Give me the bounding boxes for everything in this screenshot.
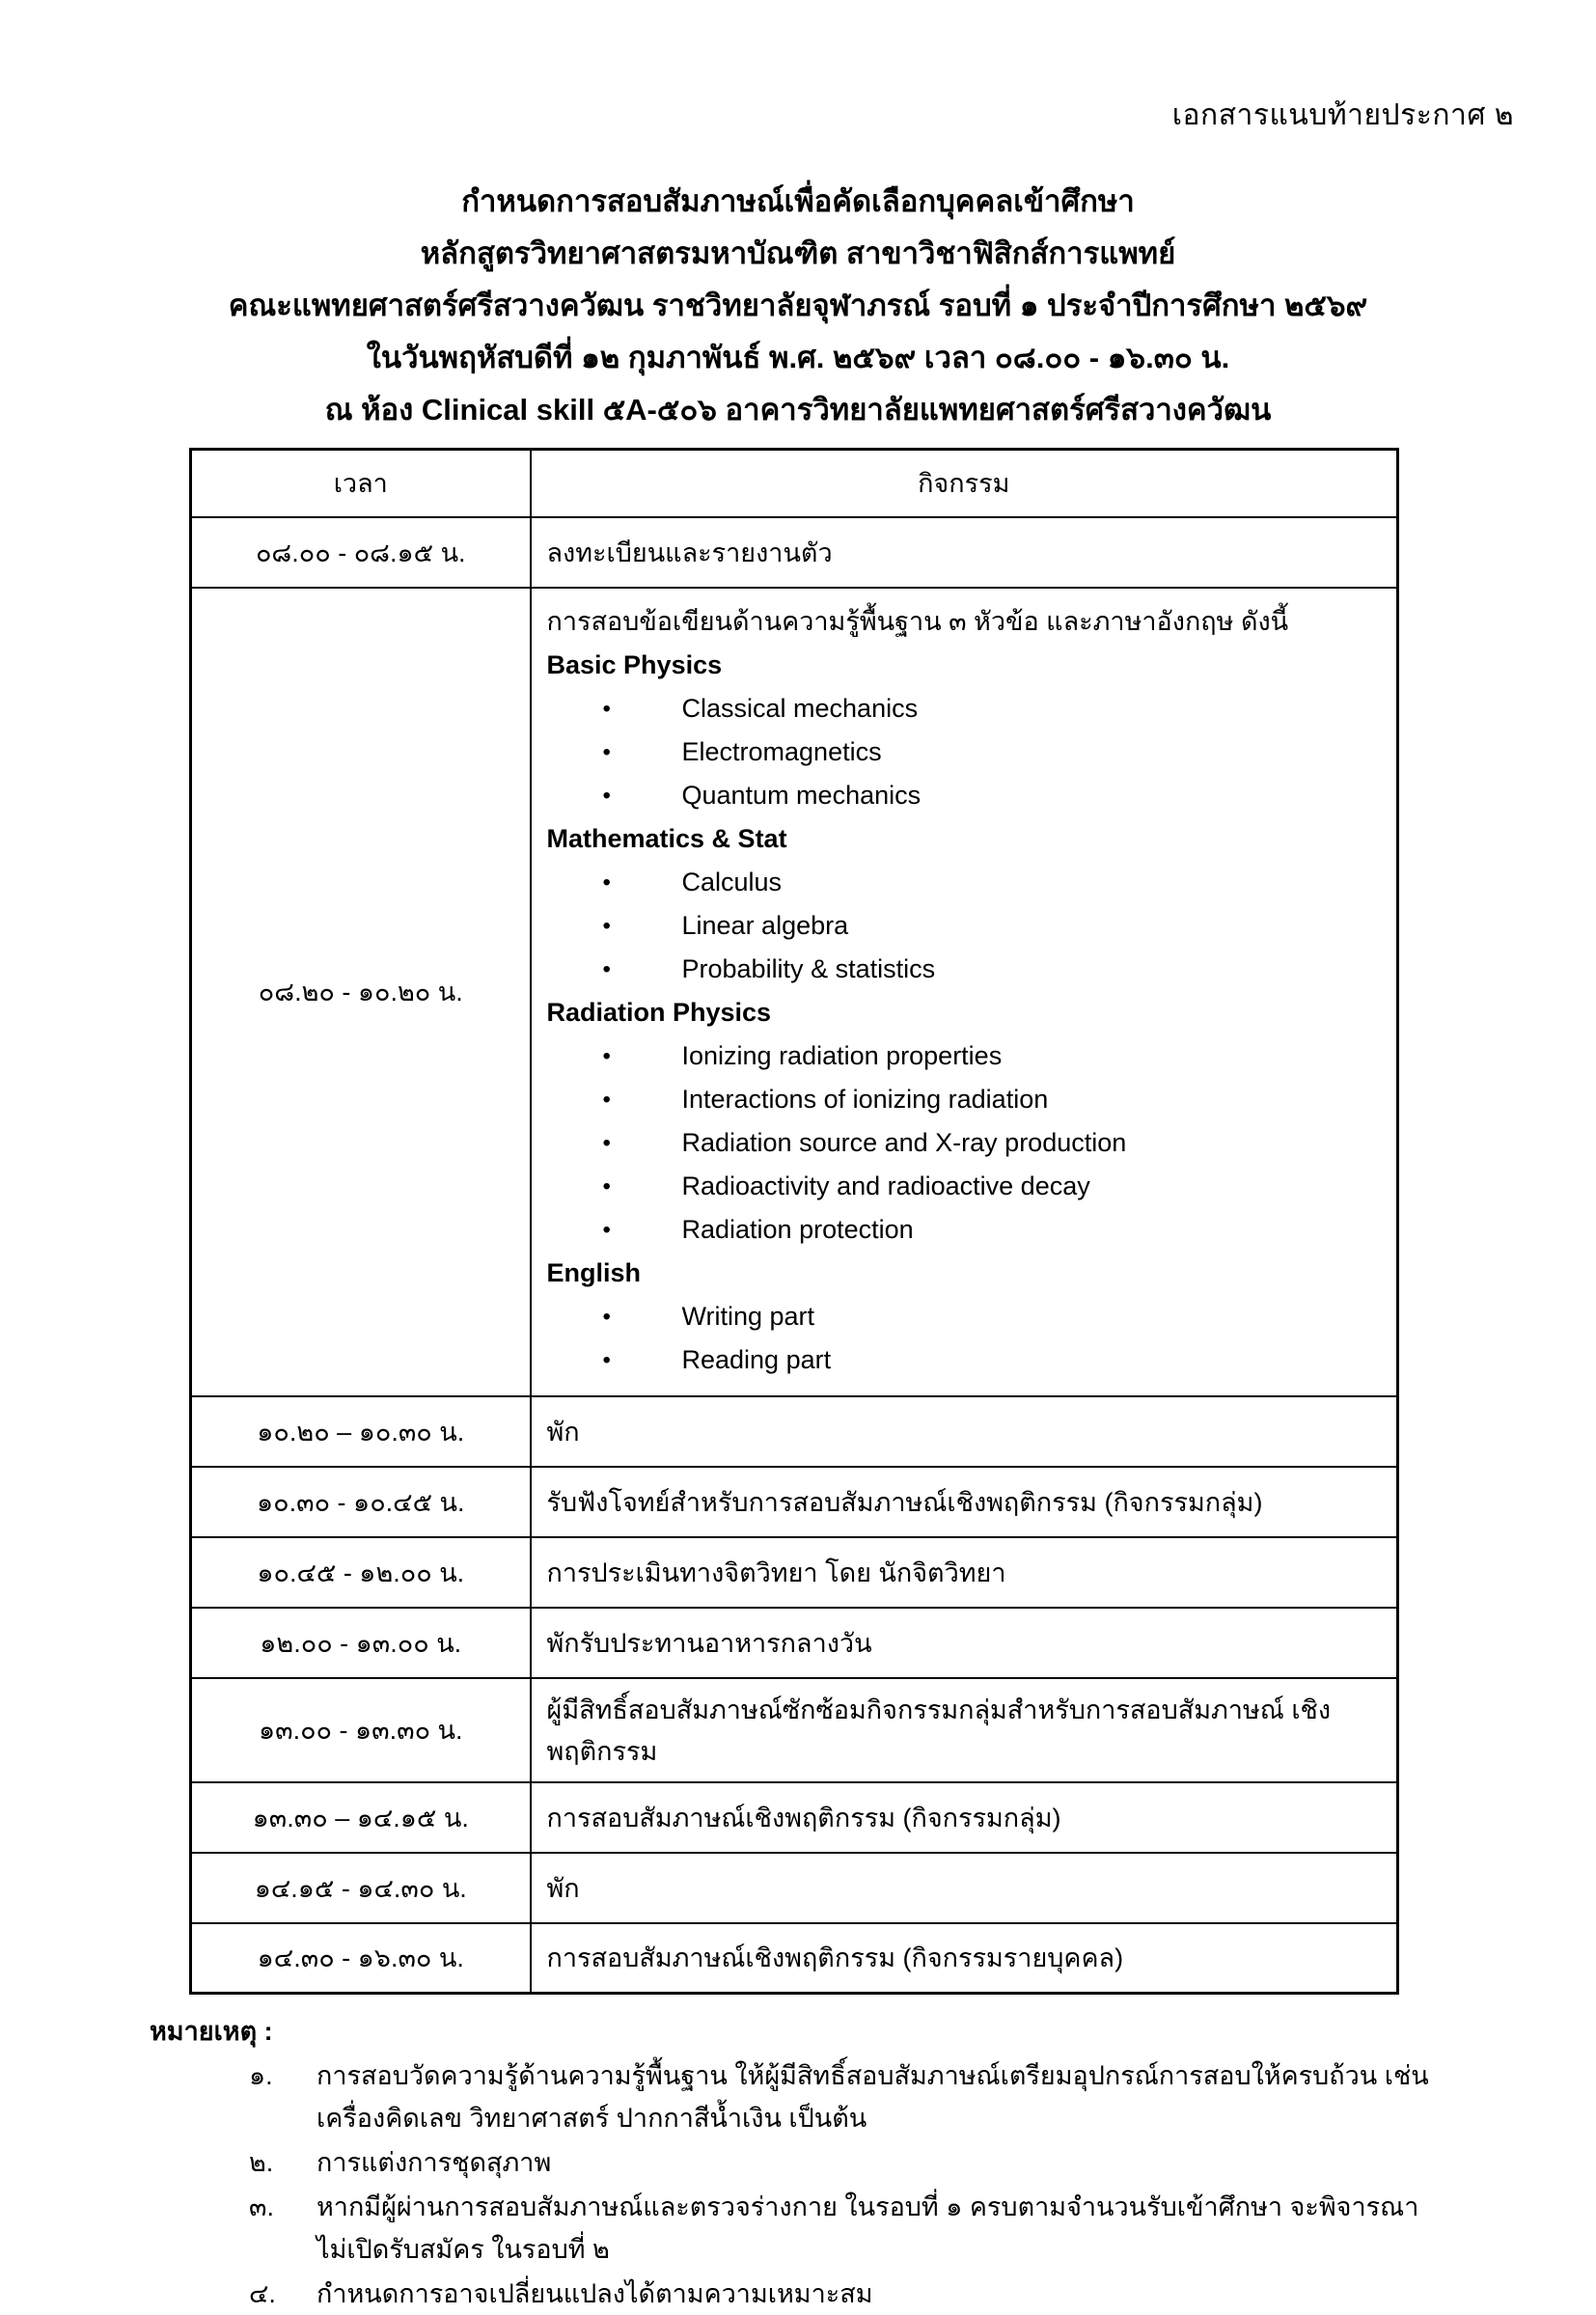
topic-item [547,1208,1384,1252]
topic-item [547,1295,1384,1338]
bullet-icon: • [602,1216,611,1243]
time-cell: ๐๘.๒๐ - ๑๐.๒๐ น. [191,588,531,1396]
activity-column-header: กิจกรรม [531,450,1398,517]
topic-heading: English [546,1257,642,1287]
topic-item-label: Radioactivity and radioactive decay [681,1171,1090,1200]
topic-item [547,1165,1384,1208]
activity-cell: ลงทะเบียนและรายงานตัว [531,517,1398,588]
activity-cell: ผู้มีสิทธิ์สอบสัมภาษณ์ซักซ้อมกิจกรรมกลุ่มสำหรับการสอบสัมภาษณ์ เชิงพฤติกรรม [531,1678,1398,1782]
time-cell: ๑๓.๐๐ - ๑๓.๓๐ น. [191,1678,531,1782]
bullet-icon: • [602,955,611,982]
activity-cell: พักรับประทานอาหารกลางวัน [531,1608,1398,1678]
bullet-icon: • [602,695,611,722]
note-item [150,2054,1443,2139]
topic-item-label: Calculus [681,867,783,896]
notes-section [150,2010,1443,2315]
schedule-row [191,1537,1398,1608]
bullet-icon: • [602,912,611,939]
note-text: การสอบวัดความรู้ด้านความรู้พื้นฐาน ให้ผู้มีสิทธิ์สอบสัมภาษณ์เตรียมอุปกรณ์การสอบให้ครบถ้วน เช่น เครื่องคิดเลข วิทยาศาสตร์ ปากกาสีน้ำเงิน เป็นต้น [316,2061,1429,2133]
topic-item-label: Ionizing radiation properties [681,1040,1003,1070]
schedule-row [191,588,1398,1396]
topic-item-label: Electromagnetics [681,736,882,766]
note-number: ๑. [249,2061,273,2090]
topic-heading: Radiation Physics [546,997,772,1027]
schedule-table [189,448,1399,1995]
activity-cell: พัก [531,1396,1398,1467]
topic-item [547,904,1384,948]
schedule-row [191,1678,1398,1782]
bullet-icon: • [602,1129,611,1156]
topic-heading: Basic Physics [546,649,723,679]
note-number: ๔. [249,2279,276,2308]
time-cell: ๐๘.๐๐ - ๐๘.๑๕ น. [191,517,531,588]
note-text: หากมีผู้ผ่านการสอบสัมภาษณ์และตรวจร่างกาย ในรอบที่ ๑ ครบตามจำนวนรับเข้าศึกษา จะพิจารณาไม่เปิดรับสมัคร ในรอบที่ ๒ [316,2192,1419,2264]
topic-item [547,1121,1384,1165]
notes-list [150,2054,1443,2315]
bullet-icon: • [602,1172,611,1199]
topic-item-label: Linear algebra [681,910,849,940]
topic-item [547,687,1384,730]
activity-cell [531,588,1398,1396]
time-cell: ๑๐.๒๐ – ๑๐.๓๐ น. [191,1396,531,1467]
topic-item [547,1338,1384,1382]
topic-item-label: Radiation source and X-ray production [681,1127,1127,1157]
time-cell: ๑๓.๓๐ – ๑๔.๑๕ น. [191,1782,531,1853]
note-text: กำหนดการอาจเปลี่ยนแปลงได้ตามความเหมาะสม [316,2279,873,2308]
activity-cell: การสอบสัมภาษณ์เชิงพฤติกรรม (กิจกรรมกลุ่ม) [531,1782,1398,1853]
schedule-row [191,1608,1398,1678]
title-line-1: กำหนดการสอบสัมภาษณ์เพื่อคัดเลือกบุคคลเข้าศึกษา [461,184,1135,218]
title-line-2: หลักสูตรวิทยาศาสตรมหาบัณฑิต สาขาวิชาฟิสิกส์การแพทย์ [420,236,1176,270]
topic-item-label: Writing part [681,1301,815,1331]
topic-item [547,861,1384,904]
activity-cell: พัก [531,1853,1398,1923]
topic-item-label: Probability & statistics [681,953,936,983]
schedule-table-body [191,517,1398,1994]
topic-item-label: Reading part [681,1344,832,1374]
topic-item-label: Radiation protection [681,1214,914,1244]
topic-item-label: Interactions of ionizing radiation [681,1084,1049,1114]
topic-item [547,730,1384,774]
schedule-header-row [191,450,1398,517]
schedule-row [191,1923,1398,1994]
topic-item [547,774,1384,817]
activity-cell: การสอบสัมภาษณ์เชิงพฤติกรรม (กิจกรรมรายบุคคล) [531,1923,1398,1994]
note-item [150,2141,1443,2184]
topic-item [547,1034,1384,1078]
schedule-row [191,1782,1398,1853]
topic-item-label: Quantum mechanics [681,780,922,810]
time-cell: ๑๒.๐๐ - ๑๓.๐๐ น. [191,1608,531,1678]
time-column-header: เวลา [191,450,531,517]
note-item [150,2273,1443,2315]
schedule-row [191,517,1398,588]
schedule-row [191,1467,1398,1537]
bullet-icon: • [602,738,611,765]
topic-heading: Mathematics & Stat [546,823,787,853]
time-cell: ๑๐.๔๕ - ๑๒.๐๐ น. [191,1537,531,1608]
schedule-row [191,1853,1398,1923]
document-title-block [0,176,1596,436]
note-number: ๓. [249,2192,274,2221]
note-text: การแต่งการชุดสุภาพ [316,2148,552,2177]
bullet-icon: • [602,1042,611,1069]
note-item [150,2186,1443,2271]
bullet-icon: • [602,1086,611,1113]
topic-item-label: Classical mechanics [681,693,919,723]
time-cell: ๑๔.๓๐ - ๑๖.๓๐ น. [191,1923,531,1994]
time-cell: ๑๐.๓๐ - ๑๐.๔๕ น. [191,1467,531,1537]
note-number: ๒. [249,2148,274,2177]
written-exam-intro: การสอบข้อเขียนด้านความรู้พื้นฐาน ๓ หัวข้อ และภาษาอังกฤษ ดังนี้ [546,606,1289,636]
notes-heading: หมายเหตุ : [150,2017,273,2046]
activity-cell: รับฟังโจทย์สำหรับการสอบสัมภาษณ์เชิงพฤติกรรม (กิจกรรมกลุ่ม) [531,1467,1398,1537]
bullet-icon: • [602,868,611,896]
title-line-5: ณ ห้อง Clinical skill ๕A-๕๐๖ อาคารวิทยาลัยแพทยศาสตร์ศรีสวางควัฒน [324,393,1272,427]
topic-item [547,1078,1384,1121]
topic-item [547,948,1384,991]
bullet-icon: • [602,1303,611,1330]
title-line-4: ในวันพฤหัสบดีที่ ๑๒ กุมภาพันธ์ พ.ศ. ๒๕๖๙ เวลา ๐๘.๐๐ - ๑๖.๓๐ น. [366,341,1230,374]
bullet-icon: • [602,782,611,809]
bullet-icon: • [602,1346,611,1373]
time-cell: ๑๔.๑๕ - ๑๔.๓๐ น. [191,1853,531,1923]
schedule-row [191,1396,1398,1467]
corner-annotation: เอกสารแนบท้ายประกาศ ๒ [1171,99,1514,131]
activity-cell: การประเมินทางจิตวิทยา โดย นักจิตวิทยา [531,1537,1398,1608]
title-line-3: คณะแพทยศาสตร์ศรีสวางควัฒน ราชวิทยาลัยจุฬาภรณ์ รอบที่ ๑ ประจำปีการศึกษา ๒๕๖๙ [228,289,1368,322]
